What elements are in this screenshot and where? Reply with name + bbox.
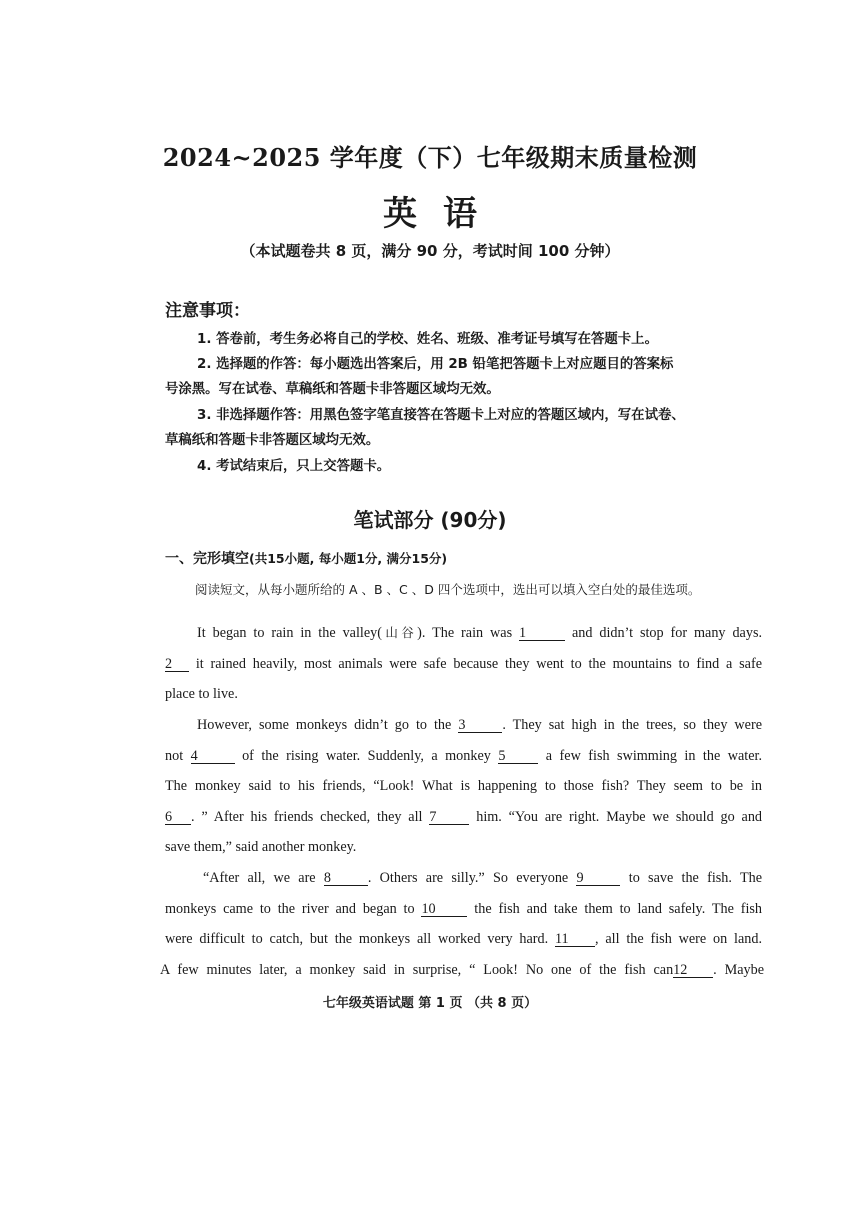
- passage-line: “After all, we are 8 . Others are silly.” So everyone 9 to save the fish. The: [203, 870, 763, 886]
- exam-info: （本试题卷共 8 页，满分 90 分，考试时间 100 分钟）: [240, 242, 620, 260]
- passage-line: A few minutes later, a monkey said in surprise, “ Look! No one of the fish can12 . Maybe: [160, 962, 764, 978]
- blank-9: 9: [576, 871, 620, 886]
- passage-line: 6 . ” After his friends checked, they all 7 him. “You are right. Maybe we should go and: [165, 809, 763, 825]
- section-title: 笔试部分 (90分): [353, 508, 507, 532]
- notice-line-4: 4. 考试结束后，只上交答题卡。: [197, 459, 391, 474]
- part-heading-note: (共15小题, 每小题1分, 满分15分): [249, 551, 448, 566]
- blank-8: 8: [324, 871, 368, 886]
- blank-5: 5: [498, 749, 538, 764]
- notice-line-3-cont: 草稿纸和答题卡非答题区域均无效。: [165, 433, 380, 448]
- blank-12: 12: [673, 963, 713, 978]
- blank-10: 10: [421, 902, 467, 917]
- notice-line-3: 3. 非选择题作答：用黑色签字笔直接答在答题卡上对应的答题区域内，写在试卷、: [197, 408, 685, 423]
- notice-line-2: 2. 选择题的作答：每小题选出答案后，用 2B 铅笔把答题卡上对应题目的答案标: [197, 357, 674, 372]
- passage-line: However, some monkeys didn’t go to the 3 . They sat high in the trees, so they were: [197, 717, 762, 733]
- blank-6: 6: [165, 810, 191, 825]
- notice-line-2-cont: 号涂黑。写在试卷、草稿纸和答题卡非答题区域均无效。: [165, 382, 500, 397]
- notice-heading: 注意事项：: [165, 301, 250, 321]
- part-heading: [165, 548, 447, 568]
- blank-1: 1: [519, 626, 565, 641]
- passage-line: place to live.: [165, 686, 238, 702]
- blank-2: 2: [165, 657, 189, 672]
- passage-line: It began to rain in the valley(山谷). The rain was 1 and didn’t stop for many days.: [197, 625, 763, 641]
- passage-line: 2 it rained heavily, most animals were safe because they went to the mountains to find a safe: [165, 656, 763, 672]
- passage-line: monkeys came to the river and began to 10 the fish and take them to land safely. The fish: [165, 901, 763, 917]
- exam-title: 2024~2025 学年度（下）七年级期末质量检测: [162, 143, 698, 172]
- page-footer: 七年级英语试题 第 1 页 （共 8 页）: [322, 996, 538, 1011]
- passage-line: were difficult to catch, but the monkeys all worked very hard. 11 , all the fish were on land.: [165, 931, 762, 947]
- passage-line: save them,” said another monkey.: [165, 839, 357, 855]
- blank-11: 11: [555, 932, 595, 947]
- passage-line: The monkey said to his friends, “Look! What is happening to those fish? They seem to be in: [165, 778, 762, 794]
- blank-3: 3: [458, 718, 502, 733]
- part-heading-label: 一、完形填空: [165, 551, 249, 567]
- notice-line-1: 1. 答卷前，考生务必将自己的学校、姓名、班级、准考证号填写在答题卡上。: [197, 332, 658, 347]
- subject-title: 英语: [383, 194, 503, 234]
- blank-7: 7: [429, 810, 469, 825]
- part-instructions: 阅读短文，从每小题所给的 A 、B 、C 、D 四个选项中，选出可以填入空白处的最佳选项。: [195, 582, 701, 597]
- blank-4: 4: [191, 749, 235, 764]
- passage-line: not 4 of the rising water. Suddenly, a monkey 5 a few fish swimming in the water.: [165, 748, 762, 764]
